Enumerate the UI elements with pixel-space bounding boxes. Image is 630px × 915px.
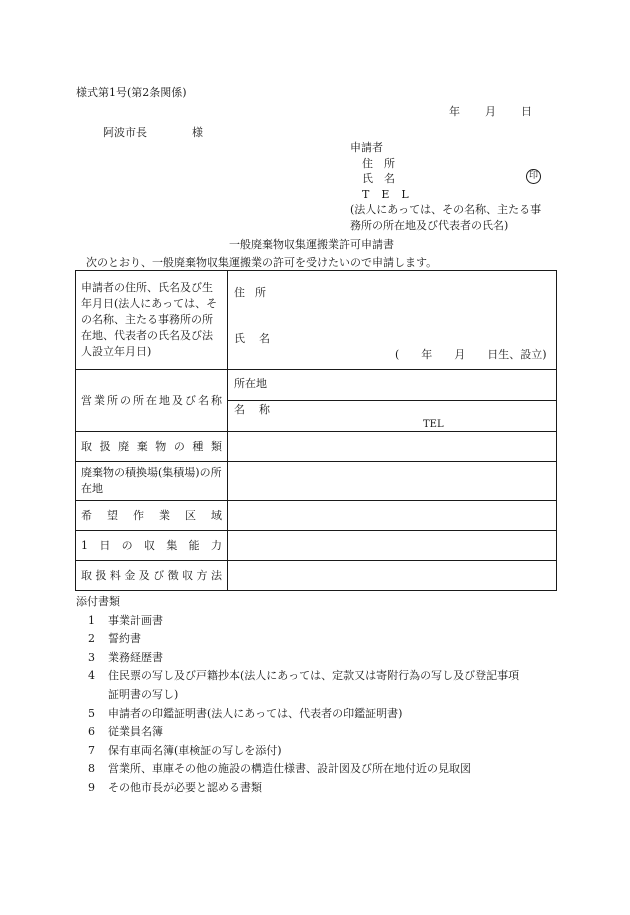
intro-text: 次のとおり、一般廃棄物収集運搬業の許可を受けたいので申請します。 xyxy=(86,256,438,269)
applicant-block xyxy=(350,140,541,233)
attachment-text: 事業計画書 xyxy=(108,613,163,627)
attachment-number: 7 xyxy=(88,743,95,757)
fee-label: 取扱料金及び徴収方法 xyxy=(76,561,228,591)
office-name-label: 名称 xyxy=(234,403,284,416)
attachment-text-continued: 証明書の写し) xyxy=(108,687,179,701)
form-number: 様式第1号(第2条関係) xyxy=(76,86,187,99)
attachment-number: 2 xyxy=(88,632,95,646)
attachment-text: 従業員名簿 xyxy=(108,725,163,739)
table-name-label: 氏名 xyxy=(234,332,284,345)
applicant-address-label: 住 所 xyxy=(362,156,395,170)
office-label: 営業所の所在地及び名称 xyxy=(76,370,228,432)
daily-capacity-label: 1日の収集能力 xyxy=(76,531,228,561)
attachment-number: 1 xyxy=(88,613,95,627)
attachment-number: 3 xyxy=(88,650,95,664)
office-location-label: 所在地 xyxy=(234,377,267,390)
table-row-applicant xyxy=(76,271,557,370)
applicant-info-label: 申請者の住所、氏名及び生年月日(法人にあっては、その名称、主たる事務所の所在地、代表者の氏名及び法人設立年月日) xyxy=(76,271,228,370)
table-row-waste-type xyxy=(76,432,557,462)
transfer-site-field[interactable] xyxy=(228,462,557,501)
attachment-text: 住民票の写し及び戸籍抄本(法人にあっては、定款又は寄附行為の写し及び登記事項 xyxy=(108,669,520,683)
applicant-info-field[interactable] xyxy=(228,271,557,370)
applicant-tel-label: TEL xyxy=(362,187,421,201)
date-month-label: 月 xyxy=(485,105,496,118)
attachment-item xyxy=(76,760,519,779)
attachment-text: 誓約書 xyxy=(108,632,141,646)
attachment-number: 4 xyxy=(88,669,95,683)
attachment-item xyxy=(76,723,519,742)
table-row-office-location xyxy=(76,370,557,401)
date-day-label: 日 xyxy=(521,105,532,118)
attachment-item xyxy=(76,779,519,798)
attachment-item xyxy=(76,705,519,724)
work-area-field[interactable] xyxy=(228,501,557,531)
date-year-label: 年 xyxy=(449,105,460,118)
addressee-name: 阿波市長 xyxy=(103,126,147,139)
addressee-suffix: 様 xyxy=(192,126,203,139)
table-row-transfer-site xyxy=(76,462,557,501)
attachment-text: 業務経歴書 xyxy=(108,650,163,664)
table-row-work-area xyxy=(76,501,557,531)
attachment-number: 6 xyxy=(88,725,95,739)
attachments-heading: 添付書類 xyxy=(76,595,120,608)
office-name-field[interactable] xyxy=(228,401,557,432)
attachment-item xyxy=(76,742,519,761)
attachment-item xyxy=(76,612,519,631)
attachment-item xyxy=(76,630,519,649)
addressee xyxy=(103,124,203,140)
daily-capacity-field[interactable] xyxy=(228,531,557,561)
work-area-label: 希望作業区域 xyxy=(76,501,228,531)
attachment-item xyxy=(76,667,519,704)
attachment-text: その他市長が必要と認める書類 xyxy=(108,780,262,794)
office-location-field[interactable] xyxy=(228,370,557,401)
applicant-note-line2: 務所の所在地及び代表者の氏名) xyxy=(350,218,509,232)
table-birth-label: ( 年 月 日生、設立) xyxy=(395,348,547,361)
attachment-number: 8 xyxy=(88,762,95,776)
attachments-section xyxy=(76,593,519,798)
waste-type-label: 取扱廃棄物の種類 xyxy=(76,432,228,462)
attachment-item xyxy=(76,649,519,668)
applicant-heading: 申請者 xyxy=(350,141,383,154)
attachment-text: 保有車両名簿(車検証の写しを添付) xyxy=(108,743,282,757)
transfer-site-label: 廃棄物の積換場(集積場)の所在地 xyxy=(76,462,228,501)
application-table xyxy=(75,270,557,591)
attachment-number: 5 xyxy=(88,706,95,720)
table-address-label: 住所 xyxy=(234,286,276,299)
applicant-name-label: 氏 名 xyxy=(362,172,395,185)
attachment-number: 9 xyxy=(88,780,95,794)
waste-type-field[interactable] xyxy=(228,432,557,462)
fee-field[interactable] xyxy=(228,561,557,591)
table-row-fee xyxy=(76,561,557,591)
attachment-text: 申請者の印鑑証明書(法人にあっては、代表者の印鑑証明書) xyxy=(108,706,403,720)
date-line xyxy=(449,103,532,119)
applicant-note-line1: (法人にあっては、その名称、主たる事 xyxy=(350,203,542,216)
table-row-daily-capacity xyxy=(76,531,557,561)
attachment-text: 営業所、車庫その他の施設の構造仕様書、設計図及び所在地付近の見取図 xyxy=(108,762,471,776)
office-tel-label: TEL xyxy=(423,419,444,430)
form-title: 一般廃棄物収集運搬業許可申請書 xyxy=(229,238,394,251)
seal-mark-icon: 印 xyxy=(526,169,541,184)
